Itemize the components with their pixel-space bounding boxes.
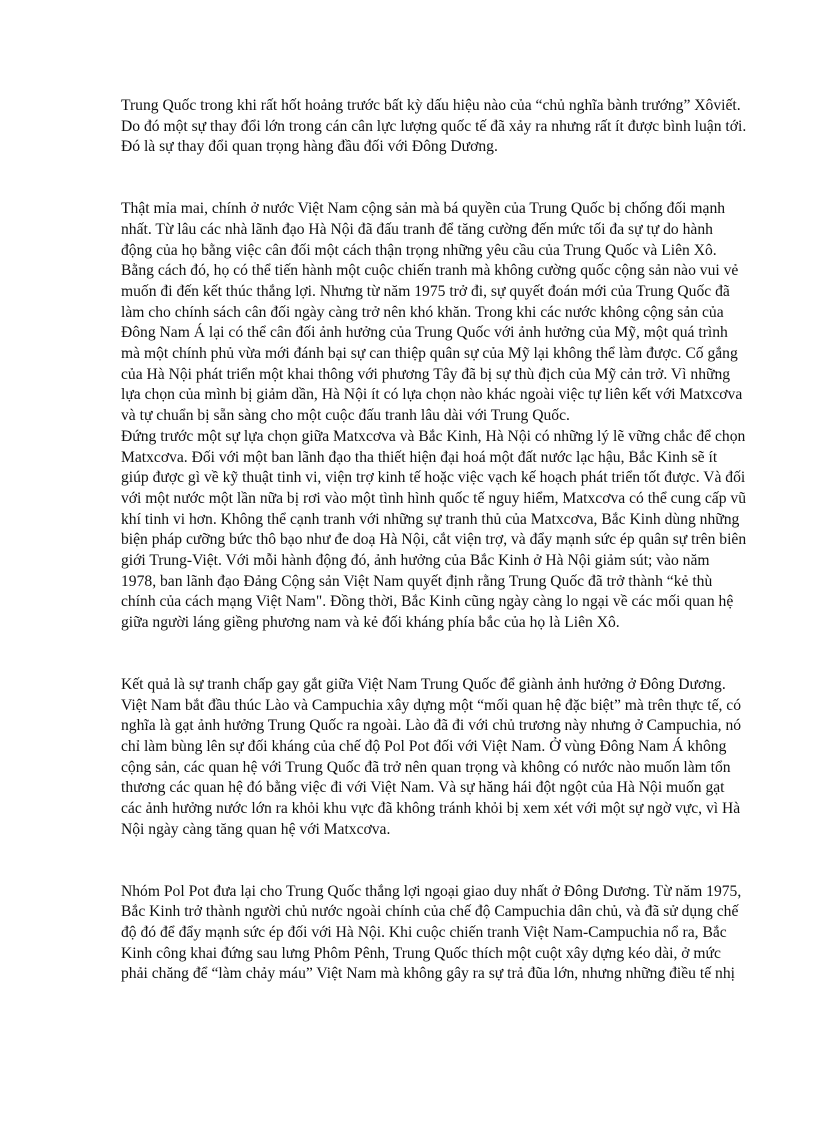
text-line: của Hà Nội phát triển một khai thông với phương Tây đã bị sự thù địch của Mỹ cản trở. Vì những bbox=[121, 365, 731, 383]
document-page bbox=[121, 96, 816, 985]
text-line: muốn đi đến kết thúc thắng lợi. Nhưng từ năm 1975 trở đi, sự quyết đoán mới của Trung Quốc đã bbox=[121, 282, 730, 300]
text-line: Matxcơva. Đối với một ban lãnh đạo tha thiết hiện đại hoá một đất nước lạc hậu, Bắc Kinh sẽ ít bbox=[121, 448, 718, 466]
text-line: và tự chuẩn bị sẵn sàng cho một cuộc đấu tranh lâu dài với Trung Quốc. bbox=[121, 407, 570, 425]
text-line: thương các quan hệ đó bằng việc đi với Việt Nam. Và sự hăng hái đột ngột của Hà Nội muốn gạt bbox=[121, 779, 725, 797]
text-line: giữa người láng giềng phương nam và kẻ đối kháng phía bắc của họ là Liên Xô. bbox=[121, 614, 620, 632]
text-line: Nhóm Pol Pot đưa lại cho Trung Quốc thắng lợi ngoại giao duy nhất ở Đông Dương. Từ năm 1975, bbox=[121, 882, 742, 900]
text-line: Đó là sự thay đổi quan trọng hàng đầu đối với Đông Dương. bbox=[121, 138, 498, 156]
text-line: lựa chọn của mình bị giảm dần, Hà Nội ít có lựa chọn nào khác ngoài việc tự liên kết với Matxcơva bbox=[121, 386, 743, 404]
text-line: độ đó để đẩy mạnh sức ép đối với Hà Nội. Khi cuộc chiến tranh Việt Nam-Campuchia nổ ra, Bắc bbox=[121, 923, 727, 941]
text-line: giới Trung-Việt. Với mỗi hành động đó, ảnh hưởng của Bắc Kinh ở Hà Nội giảm sút; vào năm bbox=[121, 552, 710, 570]
text-line: chỉ làm bùng lên sự đối kháng của chế độ Pol Pot đối với Việt Nam. Ở vùng Đông Nam Á không bbox=[121, 737, 727, 755]
text-line: Thật mỉa mai, chính ở nước Việt Nam cộng sản mà bá quyền của Trung Quốc bị chống đối mạnh bbox=[121, 200, 726, 218]
paragraph-spacer bbox=[121, 841, 816, 882]
text-line: Đông Nam Á lại có thể cân đối ảnh hưởng của Trung Quốc với ảnh hưởng của Mỹ, một quá trình bbox=[121, 324, 728, 342]
text-line: mà một chính phủ vừa mới đánh bại sự can thiệp quân sự của Mỹ lại không thể làm được. Cố gắng bbox=[121, 345, 738, 363]
text-line: Nội ngày càng tăng quan hệ với Matxcơva. bbox=[121, 820, 391, 838]
text-line: các ảnh hưởng nước lớn ra khỏi khu vực đã không tránh khỏi bị xem xét với một sự ngờ vực, vì Hà bbox=[121, 800, 741, 818]
text-line: Đứng trước một sự lựa chọn giữa Matxcơva và Bắc Kinh, Hà Nội có những lý lẽ vững chắc để chọn bbox=[121, 427, 746, 445]
text-line: nghĩa là gạt ảnh hưởng Trung Quốc ra ngoài. Lào đã đi với chủ trương này nhưng ở Campuchia, nó bbox=[121, 717, 742, 735]
text-line: Bằng cách đó, họ có thể tiến hành một cuộc chiến tranh mà không cường quốc cộng sản nào vui vẻ bbox=[121, 262, 739, 280]
text-line: làm cho chính sách cân đối ngày càng trở nên khó khăn. Trong khi các nước không cộng sản của bbox=[121, 303, 724, 321]
text-line: phải chăng để “làm chảy máu” Việt Nam mà không gây ra sự trả đũa lớn, nhưng những điều tế nhị bbox=[121, 965, 735, 983]
paragraph-1 bbox=[121, 96, 816, 158]
text-line: Do đó một sự thay đổi lớn trong cán cân lực lượng quốc tế đã xảy ra nhưng rất ít được bình luận tới. bbox=[121, 117, 747, 135]
text-line: cộng sản, các quan hệ với Trung Quốc đã trở nên quan trọng và không có nước nào muốn làm tổn bbox=[121, 758, 731, 776]
text-line: Kết quả là sự tranh chấp gay gắt giữa Việt Nam Trung Quốc để giành ảnh hưởng ở Đông Dương. bbox=[121, 675, 726, 693]
paragraph-3 bbox=[121, 675, 816, 841]
text-line: nhất. Từ lâu các nhà lãnh đạo Hà Nội đã đấu tranh để tăng cường đến mức tối đa sự tự do hành bbox=[121, 220, 713, 238]
text-line: khí tinh vi hơn. Không thể cạnh tranh với những sự tranh thủ của Matxcơva, Bắc Kinh dùng những bbox=[121, 510, 740, 528]
text-line: Việt Nam bắt đầu thúc Lào và Campuchia xây dựng một “mối quan hệ đặc biệt” mà trên thực tế, có bbox=[121, 696, 742, 714]
paragraph-2 bbox=[121, 199, 816, 634]
text-line: Bắc Kinh trở thành người chủ nước ngoài chính của chế độ Campuchia dân chủ, và đã sử dụng chế bbox=[121, 903, 739, 921]
text-line: với một nước một lần nữa bị rơi vào một tình hình quốc tế nguy hiểm, Matxcơva có thể cung cấp vũ bbox=[121, 489, 746, 507]
text-line: 1978, ban lãnh đạo Đảng Cộng sản Việt Nam quyết định rằng Trung Quốc đã trở thành “kẻ thù bbox=[121, 572, 713, 590]
paragraph-spacer bbox=[121, 634, 816, 675]
paragraph-spacer bbox=[121, 158, 816, 199]
paragraph-4 bbox=[121, 882, 816, 986]
text-line: Trung Quốc trong khi rất hốt hoảng trước bất kỳ dấu hiệu nào của “chủ nghĩa bành trướng” Xôviết. bbox=[121, 97, 741, 114]
text-line: động của họ bằng việc cân đối một cách thận trọng những yêu cầu của Trung Quốc và Liên Xô. bbox=[121, 241, 717, 259]
text-line: giúp được gì về kỹ thuật tinh vi, viện trợ kinh tế hoặc việc vạch kế hoạch phát triển tốt được. Và đối bbox=[121, 469, 746, 487]
text-line: Kinh công khai đứng sau lưng Phôm Pênh, Trung Quốc thích một cuột xây dựng kéo dài, ở mức bbox=[121, 944, 721, 962]
text-line: chính của cách mạng Việt Nam". Đồng thời, Bắc Kinh cũng ngày càng lo ngại về các mối quan hệ bbox=[121, 593, 734, 611]
text-line: biện pháp cưỡng bức thô bạo như đe doạ Hà Nội, cắt viện trợ, và đẩy mạnh sức ép quân sự trên biên bbox=[121, 531, 747, 549]
